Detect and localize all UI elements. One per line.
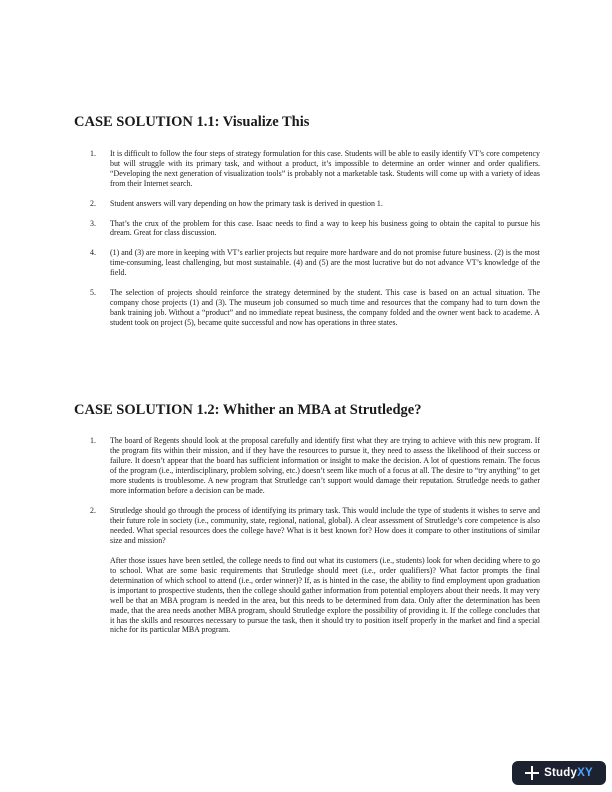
item-number: 3. <box>90 218 96 228</box>
list-item <box>74 288 540 328</box>
list-item <box>74 149 540 189</box>
item-number: 5. <box>90 288 96 298</box>
list-item <box>74 199 540 209</box>
section-heading: CASE SOLUTION 1.2: Whither an MBA at Strutledge? <box>74 402 422 418</box>
section-heading: CASE SOLUTION 1.1: Visualize This <box>74 114 310 130</box>
brand-accent: XY <box>577 767 593 779</box>
item-text: The board of Regents should look at the proposal carefully and identify first what they are trying to achieve with this new program. If the program fits within their mission, and if they have the resources to pursue it, they need to assess the likelihood of their success or failure. It doesn’t appear that the board has sufficient information or insight to make the decision. A lot of questions remain. The focus of the program (i.e., interdisciplinary, problem solving, etc.) doesn’t seem like much of a focus at all. The desire to “try anything” to get more students is troublesome. A new program that Strutledge can’t support would damage their reputation. Strutledge needs to gather more information before a decision can be made. <box>110 436 540 495</box>
list-item <box>74 436 540 495</box>
item-text-continued: After those issues have been settled, the college needs to find out what its customers (i.e., students) look for when deciding where to go to school. What are some basic requirements that Strutledge should meet (i.e., order qualifiers)? What factor prompts the final determination of which school to attend (i.e., order winner)? If, as is hinted in the case, the ability to find employment upon graduation is important to prospective students, then the college should gather information from potential employers about their needs. It may very well be that an MBA program is needed in the area, but this needs to be determined from data. Only after the determination has been made, that the area needs another MBA program, should Strutledge explore the possibility of providing it. If the college concludes that it has the skills and resources necessary to pursue the task, then it should try to position itself properly in the market and find a special niche for its particular MBA program. <box>110 556 540 635</box>
case-solution-1-2 <box>74 402 540 635</box>
item-text: That’s the crux of the problem for this case. Isaac needs to find a way to keep his business going to obtain the capital to pursue his dream. Great for class discussion. <box>110 218 540 238</box>
item-text: The selection of projects should reinforce the strategy determined by the student. This case is based on an actual situation. The company chose projects (1) and (3). The museum job consumed so much time and resources that the company had to turn down the bank training job. Without a “product” and no immediate repeat business, the company folded and the owner went back to academe. A student took on project (5), became quite successful and now has operations in three states. <box>110 288 540 327</box>
item-number: 1. <box>90 436 96 445</box>
item-number: 2. <box>90 198 96 208</box>
brand-main: Study <box>544 767 578 779</box>
item-text: Strutledge should go through the process of identifying its primary task. This would include the type of students it wishes to serve and their future role in society (i.e., community, state, regional, national, global). A clear assessment of Strutledge’s core competence is also needed. What special resources does the college have? What is it best known for? How does it compare to other institutions of similar size and mission? <box>110 506 540 546</box>
case-solution-1-1 <box>74 114 540 328</box>
item-number: 2. <box>90 506 96 516</box>
list-item <box>74 219 540 239</box>
list-item <box>74 248 540 278</box>
item-text: It is difficult to follow the four steps of strategy formulation for this case. Students will be able to easily identify VT’s core competency but will struggle with its primary task, and without a product, it’s impossible to determine an order winner and order qualifiers. “Developing the next generation of visualization tools” is probably not a marketable task. Students will come up with a variety of ideas from their Internet search. <box>110 149 540 188</box>
answer-list <box>74 149 540 328</box>
plus-cross-icon <box>525 766 539 780</box>
item-number: 4. <box>90 248 96 258</box>
list-item <box>74 506 540 635</box>
item-text: Student answers will vary depending on how the primary task is derived in question 1. <box>110 198 383 208</box>
studyxy-badge[interactable] <box>512 761 606 785</box>
item-text: (1) and (3) are more in keeping with VT’s earlier projects but require more hardware and do not promise future business. (2) is the most time-consuming, least challenging, but most sustainable. (4) and (5) are the most lucrative but do not advance VT’s knowledge of the field. <box>110 248 540 278</box>
answer-list <box>74 436 540 635</box>
item-number: 1. <box>90 149 96 158</box>
brand-name <box>544 767 593 779</box>
